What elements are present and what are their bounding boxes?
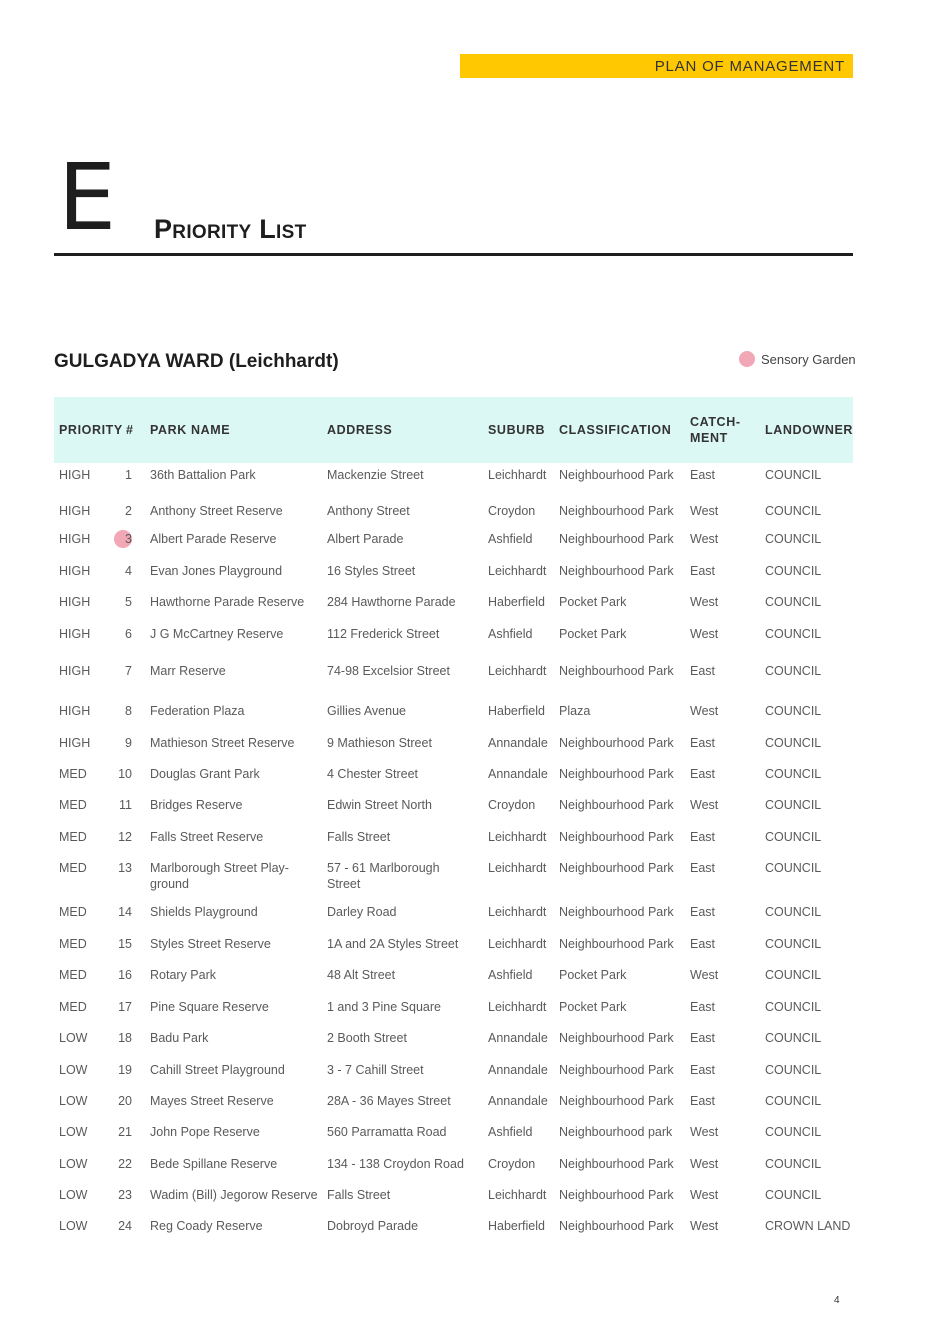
classification-cell: Neighbourhood Park (559, 767, 674, 781)
classification-cell: Neighbourhood Park (559, 736, 674, 750)
catchment-cell: West (690, 1188, 719, 1202)
suburb-cell: Leichhardt (488, 905, 547, 919)
priority-cell: HIGH (59, 736, 91, 750)
park-name-cell: Wadim (Bill) Jegorow Reserve (150, 1188, 318, 1202)
catchment-cell: West (690, 595, 719, 609)
park-name-cell: Douglas Grant Park (150, 767, 260, 781)
address-cell: 1 and 3 Pine Square (327, 1000, 441, 1014)
number-cell: 16 (118, 968, 132, 982)
catchment-cell: West (690, 968, 719, 982)
catchment-cell: East (690, 1094, 716, 1108)
number-cell: 6 (125, 627, 132, 641)
address-cell: Darley Road (327, 905, 397, 919)
address-cell: Mackenzie Street (327, 468, 424, 482)
priority-cell: LOW (59, 1157, 88, 1171)
suburb-cell: Leichhardt (488, 937, 547, 951)
address-cell: Edwin Street North (327, 798, 432, 812)
column-header-landowner: LANDOWNER (765, 423, 854, 437)
landowner-cell: CROWN LAND (765, 1219, 851, 1233)
number-cell: 8 (125, 704, 132, 718)
classification-cell: Pocket Park (559, 1000, 627, 1014)
priority-cell: HIGH (59, 627, 91, 641)
park-name-cell: Rotary Park (150, 968, 216, 982)
landowner-cell: COUNCIL (765, 468, 822, 482)
section-title: Priority List (154, 214, 307, 244)
park-name-cell: Marlborough Street Play- (150, 861, 289, 875)
landowner-cell: COUNCIL (765, 1125, 822, 1139)
classification-cell: Pocket Park (559, 595, 627, 609)
landowner-cell: COUNCIL (765, 968, 822, 982)
priority-cell: LOW (59, 1094, 88, 1108)
number-cell: 5 (125, 595, 132, 609)
address-cell: Albert Parade (327, 532, 404, 546)
classification-cell: Neighbourhood Park (559, 830, 674, 844)
catchment-cell: West (690, 504, 719, 518)
priority-cell: MED (59, 798, 87, 812)
park-name-cell: Mathieson Street Reserve (150, 736, 295, 750)
classification-cell: Neighbourhood Park (559, 1031, 674, 1045)
column-header-classification: CLASSIFICATION (559, 423, 672, 437)
priority-cell: LOW (59, 1219, 88, 1233)
address-cell: 9 Mathieson Street (327, 736, 432, 750)
suburb-cell: Leichhardt (488, 1000, 547, 1014)
classification-cell: Neighbourhood Park (559, 1219, 674, 1233)
number-cell: 4 (125, 564, 132, 578)
number-cell: 20 (118, 1094, 132, 1108)
catchment-cell: East (690, 1063, 716, 1077)
column-header-number: # (126, 423, 134, 437)
page-number: 4 (834, 1295, 840, 1306)
number-cell: 24 (118, 1219, 132, 1233)
landowner-cell: COUNCIL (765, 1000, 822, 1014)
catchment-cell: West (690, 1219, 719, 1233)
suburb-cell: Ashfield (488, 1125, 533, 1139)
park-name-cell: Cahill Street Playground (150, 1063, 285, 1077)
number-cell: 19 (118, 1063, 132, 1077)
address-cell-continued: Street (327, 877, 361, 891)
address-cell: 28A - 36 Mayes Street (327, 1094, 451, 1108)
catchment-cell: West (690, 704, 719, 718)
landowner-cell: COUNCIL (765, 1157, 822, 1171)
park-name-cell: Shields Playground (150, 905, 258, 919)
landowner-cell: COUNCIL (765, 937, 822, 951)
suburb-cell: Haberfield (488, 1219, 545, 1233)
catchment-cell: East (690, 861, 716, 875)
park-name-cell: Mayes Street Reserve (150, 1094, 274, 1108)
catchment-cell: East (690, 1031, 716, 1045)
catchment-cell: East (690, 1000, 716, 1014)
landowner-cell: COUNCIL (765, 704, 822, 718)
park-name-cell: Albert Parade Reserve (150, 532, 277, 546)
priority-cell: MED (59, 861, 87, 875)
park-name-cell: Pine Square Reserve (150, 1000, 269, 1014)
park-name-cell: Styles Street Reserve (150, 937, 271, 951)
priority-cell: MED (59, 1000, 87, 1014)
suburb-cell: Annandale (488, 1094, 548, 1108)
number-cell: 7 (125, 664, 132, 678)
suburb-cell: Annandale (488, 767, 548, 781)
classification-cell: Neighbourhood Park (559, 468, 674, 482)
classification-cell: Neighbourhood park (559, 1125, 673, 1139)
number-cell: 11 (119, 798, 132, 812)
landowner-cell: COUNCIL (765, 861, 822, 875)
priority-cell: MED (59, 830, 87, 844)
address-cell: Gillies Avenue (327, 704, 406, 718)
address-cell: 57 - 61 Marlborough (327, 861, 440, 875)
park-name-cell: Evan Jones Playground (150, 564, 283, 578)
landowner-cell: COUNCIL (765, 798, 822, 812)
suburb-cell: Leichhardt (488, 830, 547, 844)
legend-label: Sensory Garden (761, 351, 856, 367)
landowner-cell: COUNCIL (765, 905, 822, 919)
suburb-cell: Leichhardt (488, 861, 547, 875)
number-cell: 2 (125, 504, 132, 518)
priority-cell: LOW (59, 1031, 88, 1045)
priority-cell: MED (59, 968, 87, 982)
column-header-priority: PRIORITY (59, 423, 123, 437)
landowner-cell: COUNCIL (765, 664, 822, 678)
number-cell: 22 (118, 1157, 132, 1171)
park-name-cell: Marr Reserve (150, 664, 226, 678)
suburb-cell: Leichhardt (488, 468, 547, 482)
suburb-cell: Croydon (488, 504, 536, 518)
priority-cell: LOW (59, 1063, 88, 1077)
suburb-cell: Ashfield (488, 968, 533, 982)
park-name-cell: Reg Coady Reserve (150, 1219, 263, 1233)
number-cell: 21 (118, 1125, 132, 1139)
landowner-cell: COUNCIL (765, 504, 822, 518)
number-cell: 13 (118, 861, 132, 875)
section-letter: E (58, 144, 117, 251)
priority-cell: MED (59, 905, 87, 919)
priority-cell: LOW (59, 1125, 88, 1139)
catchment-cell: West (690, 627, 719, 641)
catchment-cell: East (690, 564, 716, 578)
classification-cell: Neighbourhood Park (559, 861, 674, 875)
landowner-cell: COUNCIL (765, 1063, 822, 1077)
catchment-cell: West (690, 1157, 719, 1171)
catchment-cell: East (690, 937, 716, 951)
priority-cell: LOW (59, 1188, 88, 1202)
catchment-cell: East (690, 736, 716, 750)
classification-cell: Neighbourhood Park (559, 664, 674, 678)
suburb-cell: Croydon (488, 1157, 536, 1171)
address-cell: Dobroyd Parade (327, 1219, 419, 1233)
number-cell: 15 (118, 937, 132, 951)
catchment-cell: East (690, 468, 716, 482)
classification-cell: Neighbourhood Park (559, 798, 674, 812)
classification-cell: Pocket Park (559, 627, 627, 641)
park-name-cell: Badu Park (150, 1031, 209, 1045)
park-name-cell: 36th Battalion Park (150, 468, 256, 482)
landowner-cell: COUNCIL (765, 830, 822, 844)
park-name-cell-continued: ground (150, 877, 189, 891)
priority-cell: MED (59, 937, 87, 951)
suburb-cell: Ashfield (488, 532, 533, 546)
suburb-cell: Haberfield (488, 704, 545, 718)
number-cell: 18 (118, 1031, 132, 1045)
address-cell: 2 Booth Street (327, 1031, 407, 1045)
address-cell: Falls Street (327, 830, 391, 844)
address-cell: 1A and 2A Styles Street (327, 937, 459, 951)
landowner-cell: COUNCIL (765, 736, 822, 750)
ward-title: GULGADYA WARD (Leichhardt) (54, 351, 339, 372)
address-cell: Falls Street (327, 1188, 391, 1202)
catchment-cell: East (690, 767, 716, 781)
number-cell: 14 (118, 905, 132, 919)
address-cell: 4 Chester Street (327, 767, 419, 781)
column-header-address: ADDRESS (327, 423, 393, 437)
number-cell: 12 (118, 830, 132, 844)
landowner-cell: COUNCIL (765, 627, 822, 641)
suburb-cell: Annandale (488, 1063, 548, 1077)
column-header-suburb: SUBURB (488, 423, 546, 437)
number-cell: 23 (118, 1188, 132, 1202)
park-name-cell: Anthony Street Reserve (150, 504, 283, 518)
landowner-cell: COUNCIL (765, 1031, 822, 1045)
classification-cell: Neighbourhood Park (559, 905, 674, 919)
landowner-cell: COUNCIL (765, 595, 822, 609)
suburb-cell: Haberfield (488, 595, 545, 609)
catchment-cell: East (690, 664, 716, 678)
park-name-cell: Falls Street Reserve (150, 830, 264, 844)
suburb-cell: Leichhardt (488, 664, 547, 678)
address-cell: 48 Alt Street (327, 968, 396, 982)
classification-cell: Neighbourhood Park (559, 532, 674, 546)
landowner-cell: COUNCIL (765, 564, 822, 578)
suburb-cell: Leichhardt (488, 564, 547, 578)
priority-cell: MED (59, 767, 87, 781)
park-name-cell: Hawthorne Parade Reserve (150, 595, 305, 609)
column-header-catchment-line2: MENT (690, 431, 728, 445)
classification-cell: Neighbourhood Park (559, 564, 674, 578)
classification-cell: Neighbourhood Park (559, 1063, 674, 1077)
address-cell: 134 - 138 Croydon Road (327, 1157, 464, 1171)
address-cell: 3 - 7 Cahill Street (327, 1063, 424, 1077)
classification-cell: Neighbourhood Park (559, 1157, 674, 1171)
address-cell: 560 Parramatta Road (327, 1125, 447, 1139)
suburb-cell: Ashfield (488, 627, 533, 641)
classification-cell: Neighbourhood Park (559, 1188, 674, 1202)
priority-cell: HIGH (59, 468, 91, 482)
header-band-text: PLAN OF MANAGEMENT (654, 57, 845, 75)
address-cell: 112 Frederick Street (327, 627, 440, 641)
address-cell: Anthony Street (327, 504, 410, 518)
suburb-cell: Annandale (488, 1031, 548, 1045)
catchment-cell: East (690, 905, 716, 919)
park-name-cell: John Pope Reserve (150, 1125, 260, 1139)
priority-cell: HIGH (59, 564, 91, 578)
suburb-cell: Annandale (488, 736, 548, 750)
suburb-cell: Leichhardt (488, 1188, 547, 1202)
priority-cell: HIGH (59, 664, 91, 678)
address-cell: 16 Styles Street (327, 564, 416, 578)
catchment-cell: West (690, 1125, 719, 1139)
priority-cell: HIGH (59, 532, 91, 546)
number-cell: 9 (125, 736, 132, 750)
park-name-cell: J G McCartney Reserve (150, 627, 284, 641)
address-cell: 74-98 Excelsior Street (327, 664, 450, 678)
number-cell: 1 (125, 468, 132, 482)
park-name-cell: Bridges Reserve (150, 798, 243, 812)
address-cell: 284 Hawthorne Parade (327, 595, 456, 609)
sensory-garden-marker-number: 3 (110, 531, 132, 547)
column-header-park-name: PARK NAME (150, 423, 231, 437)
classification-cell: Neighbourhood Park (559, 504, 674, 518)
classification-cell: Plaza (559, 704, 591, 718)
landowner-cell: COUNCIL (765, 532, 822, 546)
priority-cell: HIGH (59, 704, 91, 718)
column-header-catchment-line1: CATCH- (690, 415, 741, 429)
landowner-cell: COUNCIL (765, 767, 822, 781)
catchment-cell: West (690, 798, 719, 812)
priority-cell: HIGH (59, 504, 91, 518)
landowner-cell: COUNCIL (765, 1094, 822, 1108)
park-name-cell: Bede Spillane Reserve (150, 1157, 278, 1171)
classification-cell: Neighbourhood Park (559, 1094, 674, 1108)
classification-cell: Pocket Park (559, 968, 627, 982)
catchment-cell: West (690, 532, 719, 546)
park-name-cell: Federation Plaza (150, 704, 245, 718)
priority-cell: HIGH (59, 595, 91, 609)
suburb-cell: Croydon (488, 798, 536, 812)
landowner-cell: COUNCIL (765, 1188, 822, 1202)
number-cell: 10 (118, 767, 132, 781)
classification-cell: Neighbourhood Park (559, 937, 674, 951)
number-cell: 17 (118, 1000, 132, 1014)
catchment-cell: East (690, 830, 716, 844)
